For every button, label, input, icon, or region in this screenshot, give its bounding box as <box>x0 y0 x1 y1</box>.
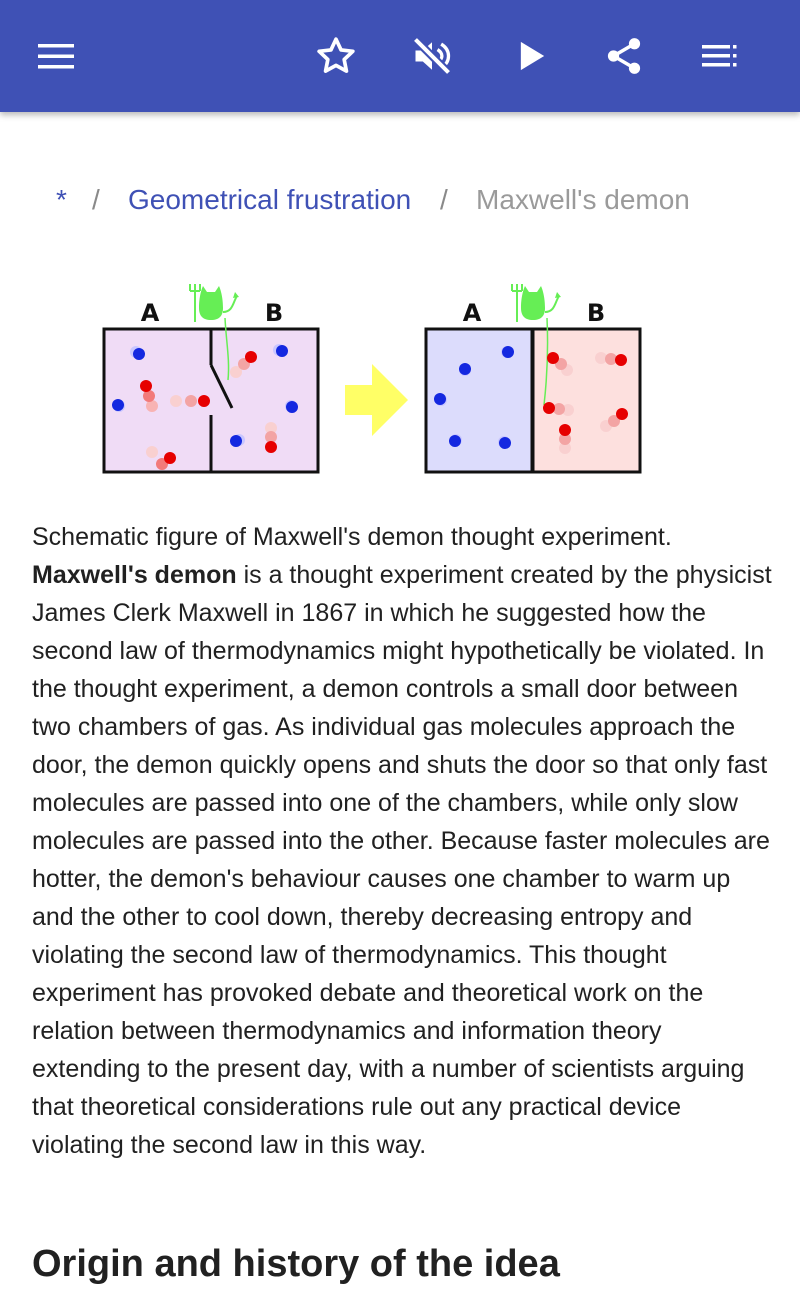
breadcrumb-separator: / <box>440 184 448 215</box>
breadcrumb-home-link[interactable]: * <box>56 184 67 215</box>
chamber-label-b: B <box>264 299 284 327</box>
menu-button[interactable] <box>28 28 84 84</box>
volume-off-icon <box>410 34 454 78</box>
contents-button[interactable] <box>692 28 748 84</box>
chamber-label-b: B <box>586 299 606 327</box>
figure-illustration <box>96 280 656 480</box>
breadcrumb-current: Maxwell's demon <box>476 184 690 215</box>
section-heading: Origin and history of the idea <box>32 1243 560 1285</box>
maxwell-demon-figure[interactable] <box>96 280 656 480</box>
bookmark-button[interactable] <box>308 28 364 84</box>
figure-caption: Schematic figure of Maxwell's demon thought experiment. <box>32 523 672 551</box>
chamber-label-a: A <box>462 299 482 327</box>
article-text <box>32 518 772 1164</box>
article-paragraph <box>32 556 772 1164</box>
menu-icon <box>36 36 76 76</box>
breadcrumb-parent-link[interactable]: Geometrical frustration <box>128 184 412 215</box>
share-icon <box>603 35 645 77</box>
app-bar <box>0 0 800 112</box>
mute-button[interactable] <box>404 28 460 84</box>
play-button[interactable] <box>502 28 558 84</box>
play-icon <box>510 36 550 76</box>
chamber-label-a: A <box>140 299 160 327</box>
breadcrumb-separator: / <box>92 184 100 215</box>
share-button[interactable] <box>596 28 652 84</box>
article-body: is a thought experiment created by the physicist James Clerk Maxwell in 1867 in which he suggested how the second law of thermodynamics might hypothetically be violated. In the thought experiment, a demon controls a small door between two chambers of gas. As individual gas molecules approach the door, the demon quickly opens and shuts the door so that only fast molecules are passed into one of the chambers, while only slow molecules are passed into the other. Because faster molecules are hotter, the demon's behaviour causes one chamber to warm up and the other to cool down, thereby decreasing entropy and violating the second law of thermodynamics. This thought experiment has provoked debate and theoretical work on the relation between thermodynamics and information theory extending to the present day, with a number of scientists arguing that theoretical considerations rule out any practical device violating the second law in this way. <box>32 561 772 1159</box>
toc-icon <box>700 36 740 76</box>
star-outline-icon <box>314 34 358 78</box>
article-term: Maxwell's demon <box>32 561 237 589</box>
